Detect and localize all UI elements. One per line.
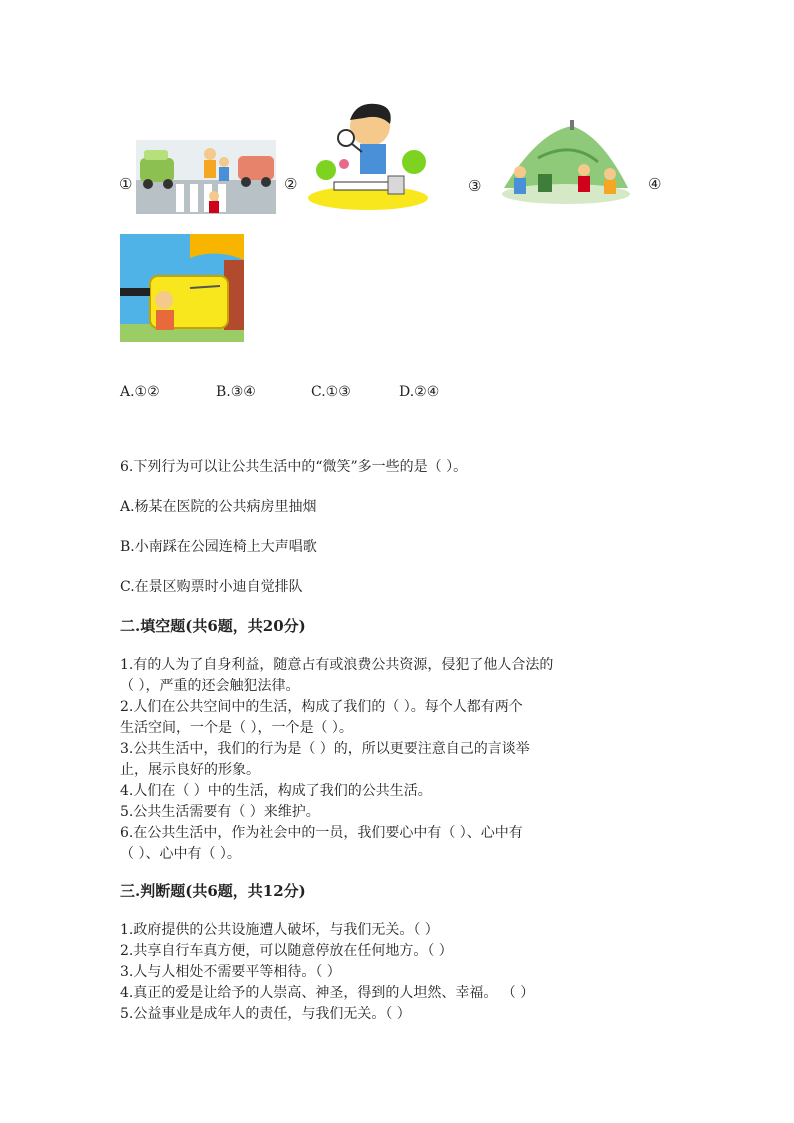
figure-label-2: ② <box>284 175 298 193</box>
judge-line: 1.政府提供的公共设施遭人破坏，与我们无关。（ ） <box>120 922 439 938</box>
section2-title: 二.填空题(共6题，共20分) <box>120 617 306 635</box>
fill-line: （ ）、心中有（ ）。 <box>120 846 241 862</box>
fill-line: 1.有的人为了自身利益，随意占有或浪费公共资源，侵犯了他人合法的 <box>120 657 554 673</box>
judge-line: 5.公益事业是成年人的责任，与我们无关。（ ） <box>120 1006 411 1022</box>
traffic-crossing-illustration <box>136 140 276 214</box>
q5-option-b: B.③④ <box>216 384 256 400</box>
fill-line: 3.公共生活中，我们的行为是（ ）的，所以更要注意自己的言谈举 <box>120 741 530 757</box>
littering-illustration <box>304 98 436 214</box>
q6-option-a: A.杨某在医院的公共病房里抽烟 <box>120 499 317 515</box>
fill-line: 生活空间，一个是（ ），一个是（ ）。 <box>120 720 353 736</box>
judge-line: 3.人与人相处不需要平等相待。（ ） <box>120 964 341 980</box>
judge-line: 2.共享自行车真方便，可以随意停放在任何地方。（ ） <box>120 943 453 959</box>
fill-line: 6.在公共生活中，作为社会中的一员，我们要心中有（ ）、心中有 <box>120 825 523 841</box>
section3-title: 三.判断题(共6题，共12分) <box>120 882 306 900</box>
judge-line: 4.真正的爱是让给予的人崇高、神圣，得到的人坦然、幸福。 （ ） <box>120 985 535 1001</box>
tree-planting-illustration <box>498 118 634 208</box>
figure-label-3: ③ <box>468 177 482 195</box>
fill-line: （ ），严重的还会触犯法律。 <box>120 678 300 694</box>
q6-stem: 6.下列行为可以让公共生活中的“微笑”多一些的是（ ）。 <box>120 459 468 475</box>
fill-line: 2.人们在公共空间中的生活，构成了我们的（ ）。每个人都有两个 <box>120 699 523 715</box>
graffiti-illustration <box>120 234 244 342</box>
q5-option-c: C.①③ <box>311 384 351 400</box>
figure-label-1: ① <box>119 175 133 193</box>
fill-line: 止，展示良好的形象。 <box>120 762 260 778</box>
q5-option-d: D.②④ <box>399 384 440 400</box>
fill-line: 5.公共生活需要有（ ）来维护。 <box>120 804 320 820</box>
q6-option-c: C.在景区购票时小迪自觉排队 <box>120 579 303 595</box>
fill-line: 4.人们在（ ）中的生活，构成了我们的公共生活。 <box>120 783 432 799</box>
q6-option-b: B.小南踩在公园连椅上大声唱歌 <box>120 539 317 555</box>
figure-label-4: ④ <box>648 175 662 193</box>
q5-option-a: A.①② <box>120 384 160 400</box>
